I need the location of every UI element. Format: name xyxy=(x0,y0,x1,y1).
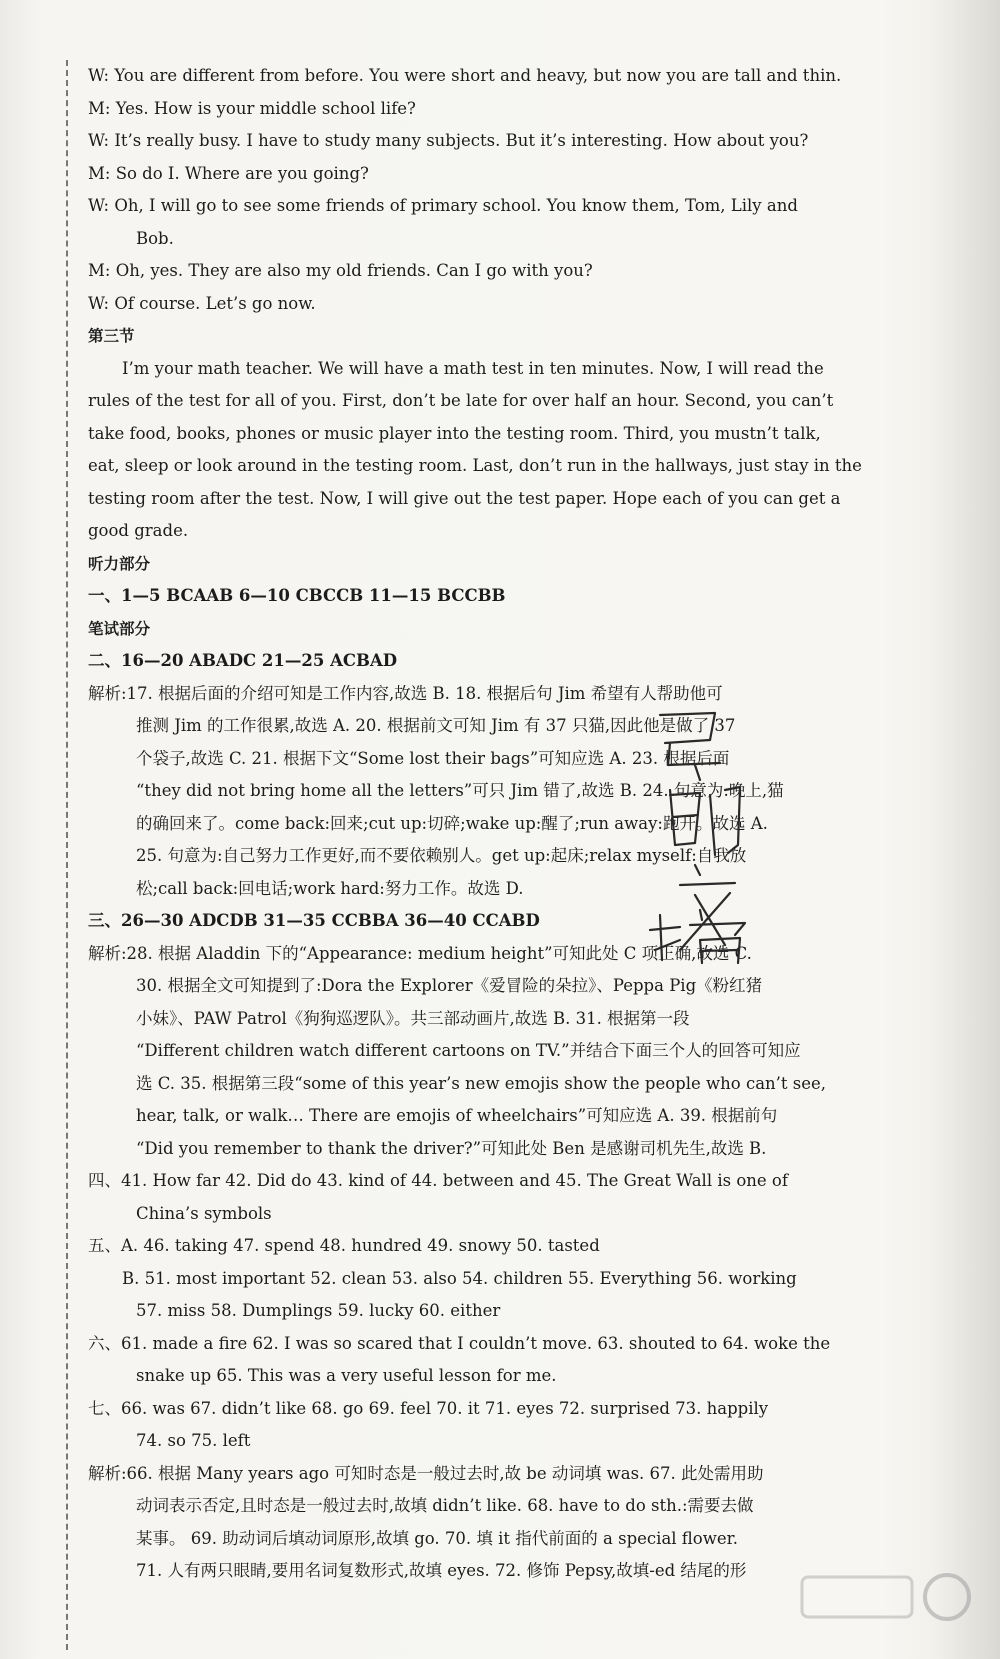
passage-line: I’m your math teacher. We will have a math test in ten minutes. Now, I will read the xyxy=(122,358,824,378)
explanation-line: 松;call back:回电话;work hard:努力工作。故选 D. xyxy=(136,878,524,898)
explanation-line: 71. 人有两只眼睛,要用名词复数形式,故填 eyes. 72. 修饰 Pepsy,故填-ed 结尾的形 xyxy=(136,1561,747,1580)
explanation-line: 某事。 69. 助动词后填动词原形,故填 go. 70. 填 it 指代前面的 a special flower. xyxy=(136,1528,738,1548)
passage-line: testing room after the test. Now, I will give out the test paper. Hope each of you can get a xyxy=(88,488,841,508)
answer-line: 六、61. made a fire 62. I was so scared that I couldn’t move. 63. shouted to 64. woke the xyxy=(88,1333,831,1353)
explanation-line: 动词表示否定,且时态是一般过去时,故填 didn’t like. 68. have to do sth.:需要去做 xyxy=(136,1496,754,1515)
answer-line: China’s symbols xyxy=(136,1203,272,1223)
explanation-line: “Did you remember to thank the driver?”可知此处 Ben 是感谢司机先生,故选 B. xyxy=(136,1138,767,1158)
answer-line: 五、A. 46. taking 47. spend 48. hundred 49. snowy 50. tasted xyxy=(88,1236,600,1255)
written-title: 笔试部分 xyxy=(88,619,151,638)
passage-line: eat, sleep or look around in the testing room. Last, don’t run in the hallways, just stay in the xyxy=(88,456,862,475)
dialogue-line: W: Oh, I will go to see some friends of primary school. You know them, Tom, Lily and xyxy=(88,196,798,215)
explanation-line: 的确回来了。come back:回来;cut up:切碎;wake up:醒了;run away:跑开。故选 A. xyxy=(136,813,768,833)
dialogue-line: M: Oh, yes. They are also my old friends. Can I go with you? xyxy=(88,261,593,280)
part6-answers xyxy=(88,1328,836,1393)
part2-answers: 二、16—20 ABADC 21—25 ACBAD xyxy=(88,651,398,670)
dialogue-line: W: Of course. Let’s go now. xyxy=(88,293,316,313)
explanation-line: 个袋子,故选 C. 21. 根据下文“Some lost their bags”可知应选 A. 23. 根据后面 xyxy=(136,748,730,768)
passage-line: good grade. xyxy=(88,521,189,540)
dialogue-line: Bob. xyxy=(136,228,174,248)
passage-line: take food, books, phones or music player into the testing room. Third, you mustn’t talk, xyxy=(88,423,821,443)
answer-line: 74. so 75. left xyxy=(136,1431,251,1450)
answer-line: 七、66. was 67. didn’t like 68. go 69. feel 70. it 71. eyes 72. surprised 73. happily xyxy=(88,1398,769,1418)
page-edge-shadow xyxy=(935,0,1000,1659)
part3-explanation xyxy=(88,938,836,1166)
explanation-line: 推测 Jim 的工作很累,故选 A. 20. 根据前文可知 Jim 有 37 只猫,因此他是做了 37 xyxy=(136,716,736,735)
part5-answers xyxy=(88,1230,836,1328)
listening-title: 听力部分 xyxy=(88,554,151,573)
dialogue-line: W: You are different from before. You were short and heavy, but now you are tall and thin. xyxy=(88,66,842,85)
explanation-line: 30. 根据全文可知提到了:Dora the Explorer《爱冒险的朵拉》、Peppa Pig《粉红猪 xyxy=(136,976,763,995)
dialogue-line: M: Yes. How is your middle school life? xyxy=(88,98,416,118)
binding-dashed-line xyxy=(66,60,68,1650)
section3-title: 第三节 xyxy=(88,327,135,345)
dialogue-line: M: So do I. Where are you going? xyxy=(88,163,369,183)
watermark-logo-icon xyxy=(782,1569,982,1649)
explanation-line: 解析:17. 根据后面的介绍可知是工作内容,故选 B. 18. 根据后句 Jim 希望有人帮助他可 xyxy=(88,683,723,703)
passage-block xyxy=(88,353,862,548)
answer-line: 四、41. How far 42. Did do 43. kind of 44. between and 45. The Great Wall is one of xyxy=(88,1171,788,1190)
explanation-line: 选 C. 35. 根据第三段“some of this year’s new emojis show the people who can’t see, xyxy=(136,1073,827,1093)
explanation-line: 解析:66. 根据 Many years ago 可知时态是一般过去时,故 be 动词填 was. 67. 此处需用助 xyxy=(88,1463,764,1483)
explanation-line: 解析:28. 根据 Aladdin 下的“Appearance: medium height”可知此处 C 项正确,故选 C. xyxy=(88,943,752,963)
passage-line: rules of the test for all of you. First, don’t be late for over half an hour. Second, you can’t xyxy=(88,391,834,410)
explanation-line: hear, talk, or walk… There are emojis of wheelchairs”可知应选 A. 39. 根据前句 xyxy=(136,1106,778,1125)
part7-explanation xyxy=(88,1458,836,1588)
watermark xyxy=(782,1569,982,1649)
explanation-line: “they did not bring home all the letters”可只 Jim 错了,故选 B. 24. 句意为:晚上,猫 xyxy=(136,781,784,800)
answer-line: snake up 65. This was a very useful lesson for me. xyxy=(136,1366,557,1385)
listening-answers: 一、1—5 BCAAB 6—10 CBCCB 11—15 BCCBB xyxy=(88,586,506,605)
part4-answers xyxy=(88,1165,836,1230)
answer-line: 57. miss 58. Dumplings 59. lucky 60. either xyxy=(136,1301,501,1320)
explanation-line: 25. 句意为:自己努力工作更好,而不要依赖别人。get up:起床;relax myself:自我放 xyxy=(136,846,747,865)
part7-answers xyxy=(88,1393,836,1458)
dialogue-line: W: It’s really busy. I have to study many subjects. But it’s interesting. How about you? xyxy=(88,131,809,150)
part3-answers: 三、26—30 ADCDB 31—35 CCBBA 36—40 CCABD xyxy=(88,911,540,930)
dialogue-block xyxy=(88,60,842,320)
handwritten-signature xyxy=(640,695,780,965)
answer-line: B. 51. most important 52. clean 53. also 54. children 55. Everything 56. working xyxy=(122,1268,797,1288)
explanation-line: 小妹》、PAW Patrol《狗狗巡逻队》。共三部动画片,故选 B. 31. 根据第一段 xyxy=(136,1008,690,1028)
explanation-line: “Different children watch different cartoons on TV.”并结合下面三个人的回答可知应 xyxy=(136,1041,801,1060)
